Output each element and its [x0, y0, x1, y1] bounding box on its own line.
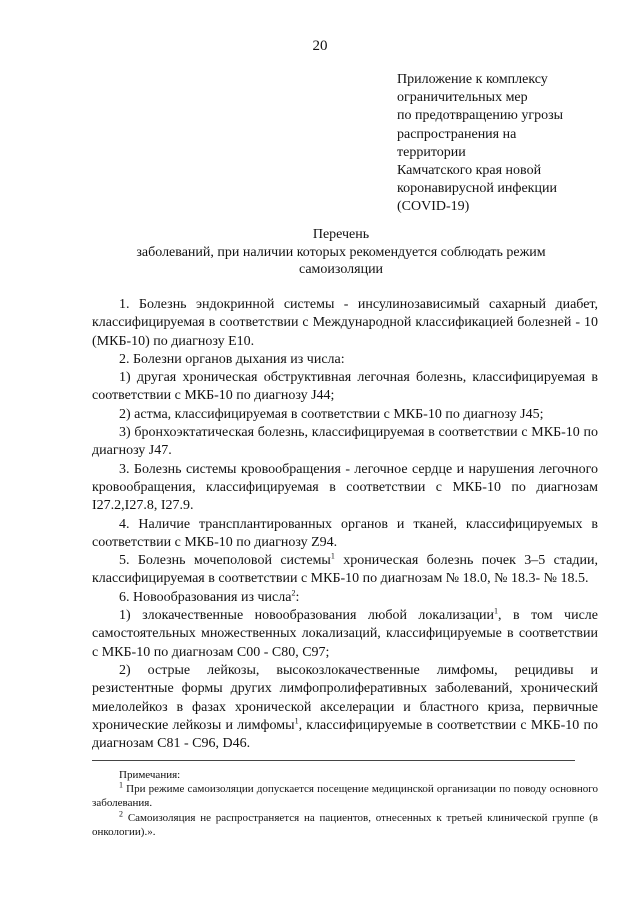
footnote-marker: 1: [119, 780, 123, 790]
title-subtitle-line: заболеваний, при наличии которых рекомендуется соблюдать режим: [136, 244, 546, 260]
item-text: 6. Новообразования из числа: [119, 589, 292, 605]
subitem-bronchiectasis: 3) бронхоэктатическая болезнь, классифицируемая в соответствии с МКБ-10 по диагнозу J47.: [92, 425, 598, 459]
annex-line: по предотвращению угрозы: [397, 108, 564, 124]
item-respiratory: 2. Болезни органов дыхания из числа:: [119, 351, 345, 367]
footnote-ref: 2: [291, 588, 296, 598]
item-neoplasms: [92, 589, 598, 607]
footnote-ref: 1: [494, 606, 499, 616]
item-text: :: [295, 589, 300, 605]
footnote-ref: 1: [294, 716, 299, 726]
annex-line: распространения на: [397, 126, 517, 142]
item-endocrine: 1. Болезнь эндокринной системы - инсулинозависимый сахарный диабет, классифицируемая в соответствии с Международной классификацией болезней - 10 (МКБ-10) по диагнозу E10.: [92, 297, 598, 349]
subitem-leukemia: [92, 662, 598, 753]
subitem-asthma: 2) астма, классифицируемая в соответствии с МКБ-10 по диагнозу J45;: [119, 406, 544, 422]
footnote-divider: [92, 760, 575, 761]
annex-header: [397, 71, 597, 217]
disease-list: [92, 296, 598, 753]
footnote-2: [92, 808, 598, 839]
annex-line: ограничительных мер: [397, 90, 528, 106]
document-title: [82, 226, 600, 279]
item-text: , классифицируемые в соответствии с МКБ-10 по диагнозам C81 - C96, D46.: [92, 717, 599, 752]
footnote-marker: 2: [119, 808, 123, 818]
title-subtitle-line: самоизоляции: [298, 262, 384, 277]
annex-line: Приложение к комплексу: [397, 72, 548, 87]
subitem-malignant: [92, 607, 598, 662]
item-circulatory: 3. Болезнь системы кровообращения - легочное сердце и нарушения легочного кровообращения, классифицируемая в соответствии с МКБ-10 по диагнозам I27.2,I27.8, I27.9.: [92, 461, 598, 514]
item-text: , в том числе самостоятельных множественных локализаций, классифицируемые в соответствии с МКБ-10 по диагнозам C00 - C80, C97;: [92, 608, 598, 660]
footnotes: [92, 768, 598, 839]
footnote-ref: 1: [330, 551, 335, 561]
title-heading: Перечень: [312, 227, 370, 242]
item-genitourinary: [92, 552, 598, 589]
item-text: 5. Болезнь мочеполовой системы: [119, 553, 331, 569]
subitem-copd: 1) другая хроническая обструктивная легочная болезнь, классифицируемая в соответствии с МКБ-10 по диагнозу J44;: [92, 370, 598, 404]
page-number: 20: [312, 38, 328, 54]
footnote-text: При режиме самоизоляции допускается посещение медицинской организации по поводу основного заболевания.: [92, 783, 598, 810]
notes-heading: Примечания:: [119, 769, 181, 781]
item-text: 2) острые лейкозы, высокозлокачественные лимфомы, рецидивы и резистентные формы других лимфопролиферативных заболеваний, хронический миелолейкоз в фазах хронической акселерации и бластного криза, первичные хронические лейкозы и лимфомы: [92, 662, 598, 733]
annex-line: территории: [397, 144, 466, 160]
annex-line: коронавирусной инфекции: [397, 181, 557, 197]
annex-line: (COVID-19): [397, 199, 470, 215]
item-text: хроническая болезнь почек 3–5 стадии, классифицируемая в соответствии с МКБ-10 по диагнозам № 18.0, № 18.3- № 18.5.: [92, 553, 599, 587]
annex-line: Камчатского края новой: [397, 163, 542, 179]
item-text: 1) злокачественные новообразования любой локализации: [119, 608, 495, 624]
footnote-text: Самоизоляция не распространяется на пациентов, отнесенных к третьей клинической группе (в онкологии).».: [92, 811, 598, 838]
item-transplant: 4. Наличие трансплантированных органов и тканей, классифицируемых в соответствии с МКБ-10 по диагнозу Z94.: [92, 516, 598, 550]
footnote-1: [92, 782, 598, 810]
